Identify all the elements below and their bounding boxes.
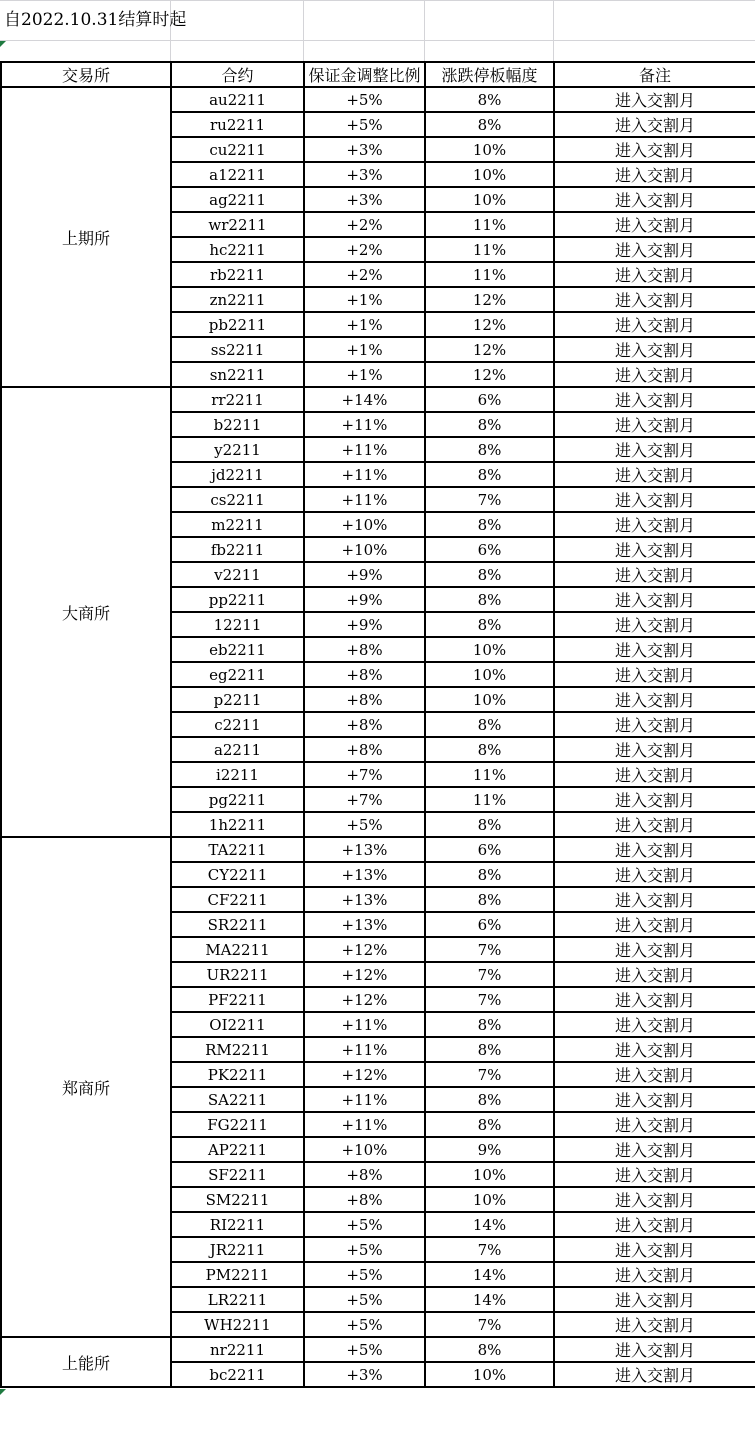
limit-cell[interactable]: 10% — [425, 137, 554, 162]
contract-cell[interactable]: m2211 — [171, 512, 304, 537]
limit-cell[interactable]: 10% — [425, 1162, 554, 1187]
note-cell[interactable]: 进入交割月 — [554, 1237, 755, 1262]
sheet-title[interactable]: 自2022.10.31结算时起 — [4, 10, 187, 30]
note-cell[interactable]: 进入交割月 — [554, 862, 755, 887]
limit-cell[interactable]: 12% — [425, 362, 554, 387]
limit-cell[interactable]: 7% — [425, 1062, 554, 1087]
note-cell[interactable]: 进入交割月 — [554, 1087, 755, 1112]
margin-cell[interactable]: +5% — [304, 1262, 425, 1287]
contract-cell[interactable]: zn2211 — [171, 287, 304, 312]
margin-cell[interactable]: +8% — [304, 1162, 425, 1187]
table-body — [1, 87, 755, 1387]
margin-cell[interactable]: +11% — [304, 1112, 425, 1137]
note-cell[interactable]: 进入交割月 — [554, 812, 755, 837]
margin-cell[interactable]: +13% — [304, 837, 425, 862]
note-cell[interactable]: 进入交割月 — [554, 587, 755, 612]
note-cell[interactable]: 进入交割月 — [554, 412, 755, 437]
contract-cell[interactable]: LR2211 — [171, 1287, 304, 1312]
margin-cell[interactable]: +5% — [304, 87, 425, 112]
contract-cell[interactable]: pb2211 — [171, 312, 304, 337]
note-cell[interactable]: 进入交割月 — [554, 762, 755, 787]
contract-cell[interactable]: sn2211 — [171, 362, 304, 387]
note-cell[interactable]: 进入交割月 — [554, 612, 755, 637]
limit-cell[interactable]: 8% — [425, 1337, 554, 1362]
contract-cell[interactable]: CF2211 — [171, 887, 304, 912]
limit-cell[interactable]: 8% — [425, 712, 554, 737]
contract-cell[interactable]: MA2211 — [171, 937, 304, 962]
margin-cell[interactable]: +10% — [304, 512, 425, 537]
note-cell[interactable]: 进入交割月 — [554, 87, 755, 112]
margin-cell[interactable]: +5% — [304, 1212, 425, 1237]
note-cell[interactable]: 进入交割月 — [554, 1062, 755, 1087]
margin-cell[interactable]: +11% — [304, 1012, 425, 1037]
contract-cell[interactable]: a2211 — [171, 737, 304, 762]
limit-cell[interactable]: 7% — [425, 987, 554, 1012]
limit-cell[interactable]: 7% — [425, 1237, 554, 1262]
cell-flag-icon — [0, 1389, 6, 1395]
header-note[interactable]: 备注 — [554, 62, 755, 87]
limit-cell[interactable]: 8% — [425, 737, 554, 762]
note-cell[interactable]: 进入交割月 — [554, 1362, 755, 1387]
margin-cell[interactable]: +8% — [304, 1187, 425, 1212]
limit-cell[interactable]: 11% — [425, 212, 554, 237]
margin-cell[interactable]: +12% — [304, 937, 425, 962]
contract-cell[interactable]: fb2211 — [171, 537, 304, 562]
note-cell[interactable]: 进入交割月 — [554, 487, 755, 512]
margin-cell[interactable]: +11% — [304, 462, 425, 487]
limit-cell[interactable]: 7% — [425, 487, 554, 512]
note-cell[interactable]: 进入交割月 — [554, 1187, 755, 1212]
limit-cell[interactable]: 12% — [425, 287, 554, 312]
contract-cell[interactable]: FG2211 — [171, 1112, 304, 1137]
note-cell[interactable]: 进入交割月 — [554, 662, 755, 687]
note-cell[interactable]: 进入交割月 — [554, 712, 755, 737]
note-cell[interactable]: 进入交割月 — [554, 1337, 755, 1362]
note-cell[interactable]: 进入交割月 — [554, 1262, 755, 1287]
sheet-gridline — [0, 40, 755, 41]
note-cell[interactable]: 进入交割月 — [554, 837, 755, 862]
contract-cell[interactable]: SA2211 — [171, 1087, 304, 1112]
contract-cell[interactable]: CY2211 — [171, 862, 304, 887]
limit-cell[interactable]: 8% — [425, 112, 554, 137]
limit-cell[interactable]: 14% — [425, 1287, 554, 1312]
limit-cell[interactable]: 8% — [425, 512, 554, 537]
contract-cell[interactable]: 12211 — [171, 612, 304, 637]
margin-cell[interactable]: +3% — [304, 1362, 425, 1387]
note-cell[interactable]: 进入交割月 — [554, 237, 755, 262]
margin-adjustment-table — [0, 61, 755, 1388]
exchange-cell[interactable]: 郑商所 — [1, 837, 171, 1337]
note-cell[interactable]: 进入交割月 — [554, 1037, 755, 1062]
note-cell[interactable]: 进入交割月 — [554, 312, 755, 337]
contract-cell[interactable]: c2211 — [171, 712, 304, 737]
note-cell[interactable]: 进入交割月 — [554, 262, 755, 287]
note-cell[interactable]: 进入交割月 — [554, 137, 755, 162]
contract-cell[interactable]: TA2211 — [171, 837, 304, 862]
limit-cell[interactable]: 11% — [425, 237, 554, 262]
note-cell[interactable]: 进入交割月 — [554, 1162, 755, 1187]
contract-cell[interactable]: cu2211 — [171, 137, 304, 162]
contract-cell[interactable]: ru2211 — [171, 112, 304, 137]
margin-cell[interactable]: +3% — [304, 137, 425, 162]
limit-cell[interactable]: 6% — [425, 537, 554, 562]
margin-cell[interactable]: +13% — [304, 862, 425, 887]
limit-cell[interactable]: 6% — [425, 387, 554, 412]
header-margin-ratio[interactable]: 保证金调整比例 — [304, 62, 425, 87]
margin-cell[interactable]: +1% — [304, 362, 425, 387]
margin-cell[interactable]: +1% — [304, 287, 425, 312]
contract-cell[interactable]: jd2211 — [171, 462, 304, 487]
contract-cell[interactable]: eb2211 — [171, 637, 304, 662]
sheet-gridline — [553, 0, 554, 61]
margin-cell[interactable]: +8% — [304, 737, 425, 762]
note-cell[interactable]: 进入交割月 — [554, 287, 755, 312]
limit-cell[interactable]: 14% — [425, 1212, 554, 1237]
note-cell[interactable]: 进入交割月 — [554, 787, 755, 812]
margin-cell[interactable]: +7% — [304, 762, 425, 787]
note-cell[interactable]: 进入交割月 — [554, 912, 755, 937]
note-cell[interactable]: 进入交割月 — [554, 112, 755, 137]
limit-cell[interactable]: 12% — [425, 312, 554, 337]
margin-cell[interactable]: +2% — [304, 237, 425, 262]
contract-cell[interactable]: bc2211 — [171, 1362, 304, 1387]
limit-cell[interactable]: 10% — [425, 637, 554, 662]
limit-cell[interactable]: 8% — [425, 412, 554, 437]
exchange-cell[interactable]: 上期所 — [1, 87, 171, 387]
margin-cell[interactable]: +7% — [304, 787, 425, 812]
table-header-row — [1, 62, 755, 87]
contract-cell[interactable]: pp2211 — [171, 587, 304, 612]
header-price-limit[interactable]: 涨跌停板幅度 — [425, 62, 554, 87]
margin-cell[interactable]: +5% — [304, 112, 425, 137]
limit-cell[interactable]: 8% — [425, 812, 554, 837]
margin-cell[interactable]: +9% — [304, 562, 425, 587]
contract-cell[interactable]: hc2211 — [171, 237, 304, 262]
limit-cell[interactable]: 7% — [425, 937, 554, 962]
note-cell[interactable]: 进入交割月 — [554, 537, 755, 562]
note-cell[interactable]: 进入交割月 — [554, 1012, 755, 1037]
margin-cell[interactable]: +8% — [304, 712, 425, 737]
sheet-gridline — [424, 0, 425, 61]
margin-cell[interactable]: +12% — [304, 962, 425, 987]
limit-cell[interactable]: 10% — [425, 1362, 554, 1387]
margin-cell[interactable]: +12% — [304, 987, 425, 1012]
limit-cell[interactable]: 7% — [425, 962, 554, 987]
table-row — [1, 837, 755, 862]
margin-cell[interactable]: +5% — [304, 1287, 425, 1312]
note-cell[interactable]: 进入交割月 — [554, 987, 755, 1012]
contract-cell[interactable]: UR2211 — [171, 962, 304, 987]
limit-cell[interactable]: 11% — [425, 787, 554, 812]
limit-cell[interactable]: 10% — [425, 187, 554, 212]
table-row — [1, 387, 755, 412]
limit-cell[interactable]: 10% — [425, 1187, 554, 1212]
note-cell[interactable]: 进入交割月 — [554, 337, 755, 362]
note-cell[interactable]: 进入交割月 — [554, 1212, 755, 1237]
contract-cell[interactable]: RI2211 — [171, 1212, 304, 1237]
note-cell[interactable]: 进入交割月 — [554, 1287, 755, 1312]
note-cell[interactable]: 进入交割月 — [554, 687, 755, 712]
limit-cell[interactable]: 8% — [425, 1087, 554, 1112]
contract-cell[interactable]: OI2211 — [171, 1012, 304, 1037]
limit-cell[interactable]: 8% — [425, 587, 554, 612]
margin-cell[interactable]: +1% — [304, 312, 425, 337]
limit-cell[interactable]: 8% — [425, 612, 554, 637]
margin-cell[interactable]: +2% — [304, 212, 425, 237]
margin-cell[interactable]: +8% — [304, 662, 425, 687]
limit-cell[interactable]: 12% — [425, 337, 554, 362]
limit-cell[interactable]: 6% — [425, 912, 554, 937]
limit-cell[interactable]: 6% — [425, 837, 554, 862]
margin-cell[interactable]: +13% — [304, 887, 425, 912]
contract-cell[interactable]: PK2211 — [171, 1062, 304, 1087]
contract-cell[interactable]: WH2211 — [171, 1312, 304, 1337]
header-contract[interactable]: 合约 — [171, 62, 304, 87]
margin-cell[interactable]: +5% — [304, 1312, 425, 1337]
margin-cell[interactable]: +11% — [304, 1087, 425, 1112]
limit-cell[interactable]: 8% — [425, 862, 554, 887]
limit-cell[interactable]: 9% — [425, 1137, 554, 1162]
margin-cell[interactable]: +5% — [304, 1337, 425, 1362]
limit-cell[interactable]: 8% — [425, 562, 554, 587]
limit-cell[interactable]: 8% — [425, 1112, 554, 1137]
limit-cell[interactable]: 8% — [425, 1012, 554, 1037]
contract-cell[interactable]: SR2211 — [171, 912, 304, 937]
contract-cell[interactable]: ag2211 — [171, 187, 304, 212]
contract-cell[interactable]: i2211 — [171, 762, 304, 787]
table-row — [1, 1337, 755, 1362]
note-cell[interactable]: 进入交割月 — [554, 737, 755, 762]
contract-cell[interactable]: SF2211 — [171, 1162, 304, 1187]
limit-cell[interactable]: 8% — [425, 462, 554, 487]
header-exchange[interactable]: 交易所 — [1, 62, 171, 87]
note-cell[interactable]: 进入交割月 — [554, 887, 755, 912]
contract-cell[interactable]: pg2211 — [171, 787, 304, 812]
note-cell[interactable]: 进入交割月 — [554, 437, 755, 462]
note-cell[interactable]: 进入交割月 — [554, 1312, 755, 1337]
exchange-cell[interactable]: 大商所 — [1, 387, 171, 837]
note-cell[interactable]: 进入交割月 — [554, 1137, 755, 1162]
note-cell[interactable]: 进入交割月 — [554, 462, 755, 487]
margin-cell[interactable]: +14% — [304, 387, 425, 412]
margin-cell[interactable]: +11% — [304, 412, 425, 437]
limit-cell[interactable]: 8% — [425, 437, 554, 462]
contract-cell[interactable]: nr2211 — [171, 1337, 304, 1362]
margin-cell[interactable]: +3% — [304, 187, 425, 212]
note-cell[interactable]: 进入交割月 — [554, 162, 755, 187]
margin-cell[interactable]: +10% — [304, 537, 425, 562]
limit-cell[interactable]: 7% — [425, 1312, 554, 1337]
note-cell[interactable]: 进入交割月 — [554, 1112, 755, 1137]
margin-cell[interactable]: +9% — [304, 612, 425, 637]
note-cell[interactable]: 进入交割月 — [554, 562, 755, 587]
margin-cell[interactable]: +11% — [304, 487, 425, 512]
limit-cell[interactable]: 14% — [425, 1262, 554, 1287]
note-cell[interactable]: 进入交割月 — [554, 937, 755, 962]
contract-cell[interactable]: rr2211 — [171, 387, 304, 412]
contract-cell[interactable]: PF2211 — [171, 987, 304, 1012]
contract-cell[interactable]: v2211 — [171, 562, 304, 587]
contract-cell[interactable]: AP2211 — [171, 1137, 304, 1162]
margin-cell[interactable]: +10% — [304, 1137, 425, 1162]
contract-cell[interactable]: p2211 — [171, 687, 304, 712]
limit-cell[interactable]: 10% — [425, 662, 554, 687]
contract-cell[interactable]: RM2211 — [171, 1037, 304, 1062]
note-cell[interactable]: 进入交割月 — [554, 637, 755, 662]
note-cell[interactable]: 进入交割月 — [554, 212, 755, 237]
margin-cell[interactable]: +2% — [304, 262, 425, 287]
contract-cell[interactable]: rb2211 — [171, 262, 304, 287]
cell-flag-icon — [0, 41, 6, 47]
contract-cell[interactable]: eg2211 — [171, 662, 304, 687]
contract-cell[interactable]: wr2211 — [171, 212, 304, 237]
margin-cell[interactable]: +1% — [304, 337, 425, 362]
limit-cell[interactable]: 11% — [425, 762, 554, 787]
exchange-cell[interactable]: 上能所 — [1, 1337, 171, 1387]
margin-cell[interactable]: +11% — [304, 437, 425, 462]
note-cell[interactable]: 进入交割月 — [554, 512, 755, 537]
limit-cell[interactable]: 10% — [425, 162, 554, 187]
limit-cell[interactable]: 8% — [425, 87, 554, 112]
margin-cell[interactable]: +5% — [304, 812, 425, 837]
limit-cell[interactable]: 8% — [425, 887, 554, 912]
contract-cell[interactable]: PM2211 — [171, 1262, 304, 1287]
limit-cell[interactable]: 11% — [425, 262, 554, 287]
contract-cell[interactable]: y2211 — [171, 437, 304, 462]
margin-cell[interactable]: +13% — [304, 912, 425, 937]
margin-cell[interactable]: +8% — [304, 637, 425, 662]
margin-cell[interactable]: +9% — [304, 587, 425, 612]
limit-cell[interactable]: 10% — [425, 687, 554, 712]
margin-cell[interactable]: +12% — [304, 1062, 425, 1087]
margin-cell[interactable]: +11% — [304, 1037, 425, 1062]
contract-cell[interactable]: b2211 — [171, 412, 304, 437]
contract-cell[interactable]: SM2211 — [171, 1187, 304, 1212]
contract-cell[interactable]: JR2211 — [171, 1237, 304, 1262]
note-cell[interactable]: 进入交割月 — [554, 187, 755, 212]
contract-cell[interactable]: ss2211 — [171, 337, 304, 362]
limit-cell[interactable]: 8% — [425, 1037, 554, 1062]
margin-cell[interactable]: +5% — [304, 1237, 425, 1262]
contract-cell[interactable]: au2211 — [171, 87, 304, 112]
note-cell[interactable]: 进入交割月 — [554, 962, 755, 987]
note-cell[interactable]: 进入交割月 — [554, 362, 755, 387]
contract-cell[interactable]: a12211 — [171, 162, 304, 187]
sheet-gridline — [303, 0, 304, 61]
contract-cell[interactable]: cs2211 — [171, 487, 304, 512]
margin-cell[interactable]: +8% — [304, 687, 425, 712]
note-cell[interactable]: 进入交割月 — [554, 387, 755, 412]
margin-cell[interactable]: +3% — [304, 162, 425, 187]
table-row — [1, 87, 755, 112]
contract-cell[interactable]: 1h2211 — [171, 812, 304, 837]
